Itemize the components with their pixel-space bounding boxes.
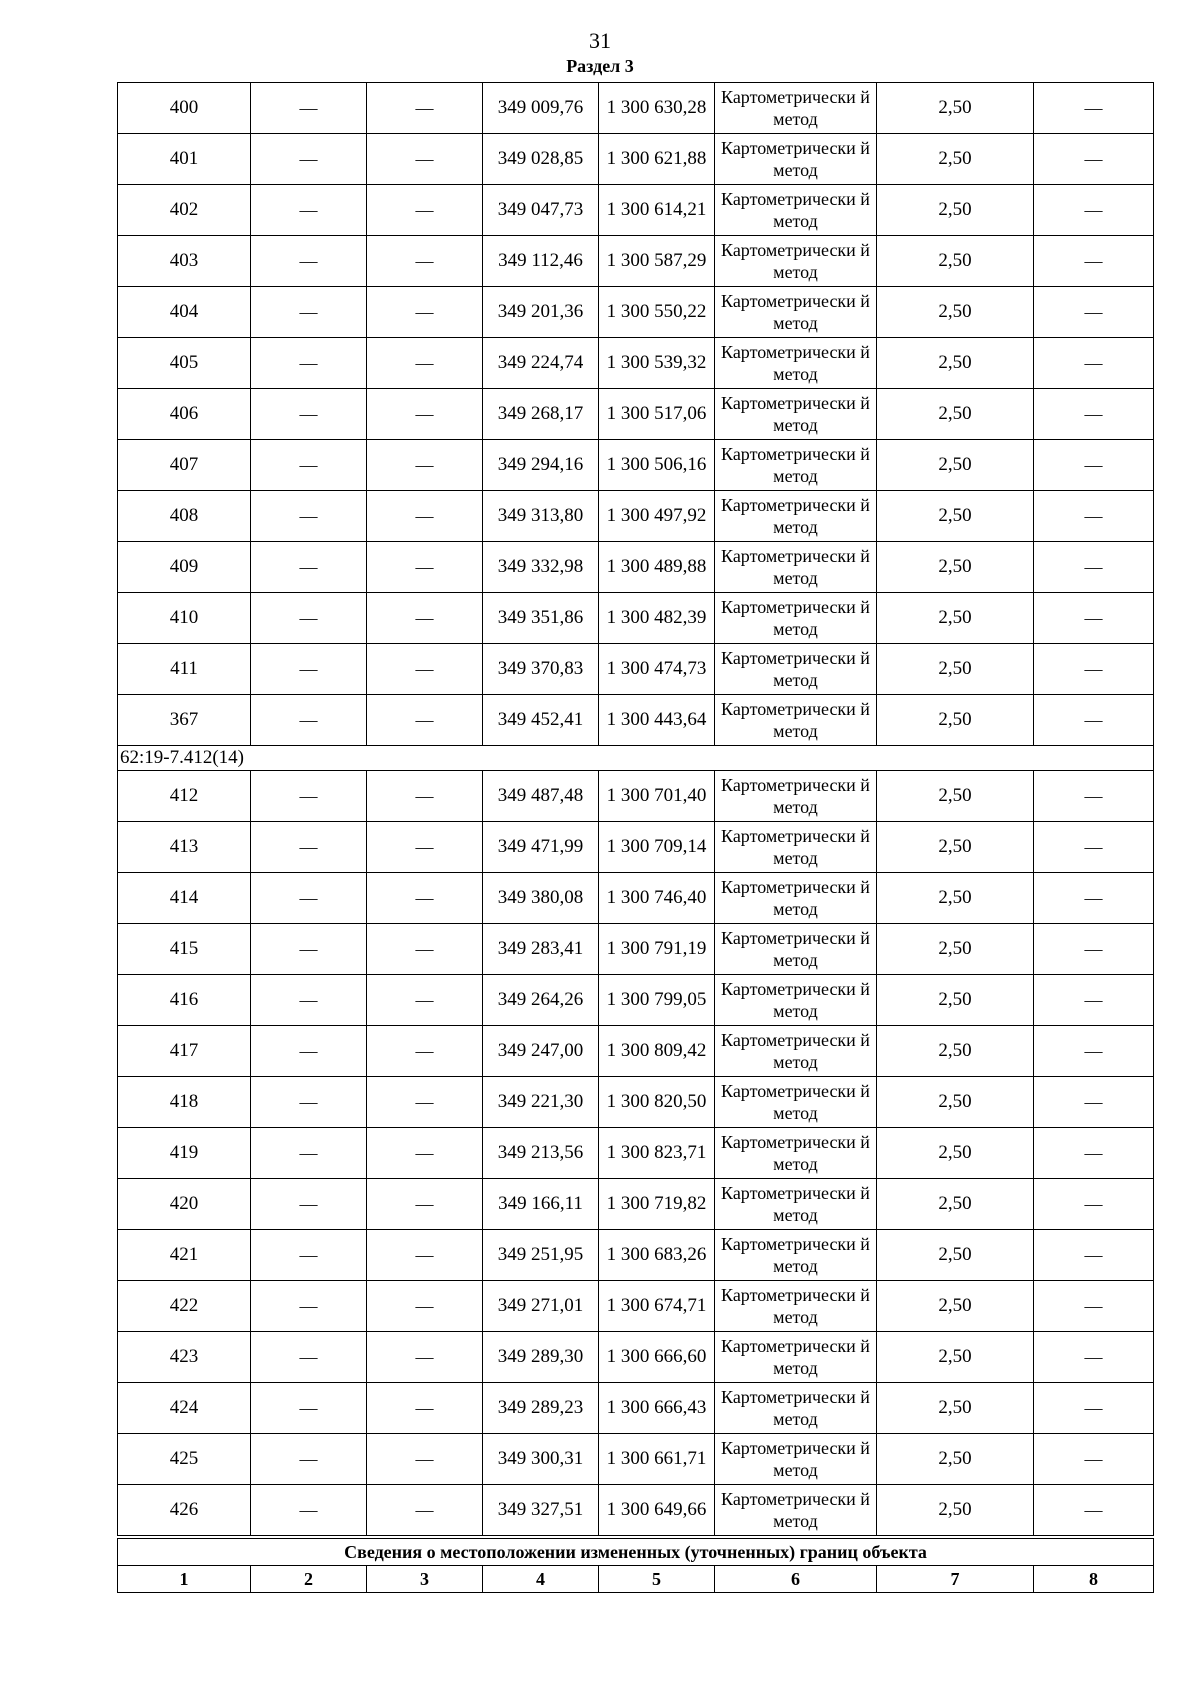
empty-value-cell: — <box>367 593 483 644</box>
y-coordinate-cell: 1 300 661,71 <box>599 1434 715 1485</box>
table-row <box>118 593 1154 644</box>
method-cell: Картометрически й метод <box>715 1230 877 1281</box>
method-cell: Картометрически й метод <box>715 924 877 975</box>
empty-value-cell: — <box>367 1128 483 1179</box>
empty-value-cell: — <box>367 83 483 134</box>
table-row <box>118 924 1154 975</box>
y-coordinate-cell: 1 300 474,73 <box>599 644 715 695</box>
empty-value-cell: — <box>367 236 483 287</box>
empty-value-cell: — <box>251 695 367 746</box>
x-coordinate-cell: 349 327,51 <box>483 1485 599 1538</box>
empty-value-cell: — <box>251 771 367 822</box>
empty-value-cell: — <box>367 822 483 873</box>
x-coordinate-cell: 349 247,00 <box>483 1026 599 1077</box>
empty-value-cell: — <box>367 542 483 593</box>
method-cell: Картометрически й метод <box>715 83 877 134</box>
point-number-cell: 406 <box>118 389 251 440</box>
point-number-cell: 419 <box>118 1128 251 1179</box>
table-row <box>118 1230 1154 1281</box>
empty-value-cell: — <box>1034 236 1154 287</box>
method-cell: Картометрически й метод <box>715 593 877 644</box>
empty-value-cell: — <box>251 1485 367 1538</box>
method-cell: Картометрически й метод <box>715 873 877 924</box>
empty-value-cell: — <box>1034 338 1154 389</box>
empty-value-cell: — <box>1034 134 1154 185</box>
column-number: 8 <box>1034 1566 1154 1593</box>
y-coordinate-cell: 1 300 746,40 <box>599 873 715 924</box>
accuracy-cell: 2,50 <box>877 1128 1034 1179</box>
empty-value-cell: — <box>1034 440 1154 491</box>
y-coordinate-cell: 1 300 666,60 <box>599 1332 715 1383</box>
empty-value-cell: — <box>251 975 367 1026</box>
x-coordinate-cell: 349 452,41 <box>483 695 599 746</box>
table-row <box>118 822 1154 873</box>
y-coordinate-cell: 1 300 823,71 <box>599 1128 715 1179</box>
x-coordinate-cell: 349 213,56 <box>483 1128 599 1179</box>
accuracy-cell: 2,50 <box>877 1332 1034 1383</box>
x-coordinate-cell: 349 283,41 <box>483 924 599 975</box>
point-number-cell: 415 <box>118 924 251 975</box>
table-row <box>118 236 1154 287</box>
accuracy-cell: 2,50 <box>877 491 1034 542</box>
table-row <box>118 1077 1154 1128</box>
accuracy-cell: 2,50 <box>877 593 1034 644</box>
empty-value-cell: — <box>1034 1485 1154 1538</box>
accuracy-cell: 2,50 <box>877 83 1034 134</box>
empty-value-cell: — <box>1034 1077 1154 1128</box>
table-row <box>118 542 1154 593</box>
point-number-cell: 405 <box>118 338 251 389</box>
x-coordinate-cell: 349 028,85 <box>483 134 599 185</box>
accuracy-cell: 2,50 <box>877 1026 1034 1077</box>
empty-value-cell: — <box>1034 542 1154 593</box>
x-coordinate-cell: 349 370,83 <box>483 644 599 695</box>
table-row <box>118 338 1154 389</box>
y-coordinate-cell: 1 300 506,16 <box>599 440 715 491</box>
point-number-cell: 403 <box>118 236 251 287</box>
empty-value-cell: — <box>367 771 483 822</box>
empty-value-cell: — <box>1034 695 1154 746</box>
empty-value-cell: — <box>251 1179 367 1230</box>
point-number-cell: 412 <box>118 771 251 822</box>
method-cell: Картометрически й метод <box>715 822 877 873</box>
empty-value-cell: — <box>1034 644 1154 695</box>
point-number-cell: 410 <box>118 593 251 644</box>
y-coordinate-cell: 1 300 489,88 <box>599 542 715 593</box>
x-coordinate-cell: 349 332,98 <box>483 542 599 593</box>
x-coordinate-cell: 349 264,26 <box>483 975 599 1026</box>
x-coordinate-cell: 349 289,30 <box>483 1332 599 1383</box>
empty-value-cell: — <box>367 975 483 1026</box>
method-cell: Картометрически й метод <box>715 338 877 389</box>
empty-value-cell: — <box>1034 1026 1154 1077</box>
x-coordinate-cell: 349 294,16 <box>483 440 599 491</box>
point-number-cell: 400 <box>118 83 251 134</box>
table-row <box>118 134 1154 185</box>
method-cell: Картометрически й метод <box>715 185 877 236</box>
empty-value-cell: — <box>1034 593 1154 644</box>
section-title: Раздел 3 <box>566 56 634 76</box>
point-number-cell: 425 <box>118 1434 251 1485</box>
point-number-cell: 408 <box>118 491 251 542</box>
method-cell: Картометрически й метод <box>715 1434 877 1485</box>
method-cell: Картометрически й метод <box>715 1128 877 1179</box>
table-row <box>118 1281 1154 1332</box>
y-coordinate-cell: 1 300 587,29 <box>599 236 715 287</box>
method-cell: Картометрически й метод <box>715 975 877 1026</box>
table-row <box>118 1128 1154 1179</box>
y-coordinate-cell: 1 300 614,21 <box>599 185 715 236</box>
accuracy-cell: 2,50 <box>877 1230 1034 1281</box>
point-number-cell: 401 <box>118 134 251 185</box>
method-cell: Картометрически й метод <box>715 771 877 822</box>
method-cell: Картометрически й метод <box>715 1077 877 1128</box>
table-row <box>118 1179 1154 1230</box>
table-row <box>118 440 1154 491</box>
table-row <box>118 287 1154 338</box>
y-coordinate-cell: 1 300 719,82 <box>599 1179 715 1230</box>
table-row <box>118 1383 1154 1434</box>
empty-value-cell: — <box>367 1281 483 1332</box>
method-cell: Картометрически й метод <box>715 1026 877 1077</box>
empty-value-cell: — <box>367 185 483 236</box>
accuracy-cell: 2,50 <box>877 644 1034 695</box>
point-number-cell: 413 <box>118 822 251 873</box>
empty-value-cell: — <box>1034 287 1154 338</box>
empty-value-cell: — <box>251 1434 367 1485</box>
empty-value-cell: — <box>1034 975 1154 1026</box>
accuracy-cell: 2,50 <box>877 924 1034 975</box>
accuracy-cell: 2,50 <box>877 1077 1034 1128</box>
empty-value-cell: — <box>251 1332 367 1383</box>
column-number: 4 <box>483 1566 599 1593</box>
empty-value-cell: — <box>1034 389 1154 440</box>
empty-value-cell: — <box>251 873 367 924</box>
table-row <box>118 1332 1154 1383</box>
method-cell: Картометрически й метод <box>715 440 877 491</box>
method-cell: Картометрически й метод <box>715 1332 877 1383</box>
empty-value-cell: — <box>251 542 367 593</box>
empty-value-cell: — <box>251 287 367 338</box>
method-cell: Картометрически й метод <box>715 1179 877 1230</box>
accuracy-cell: 2,50 <box>877 822 1034 873</box>
table-row <box>118 1485 1154 1538</box>
empty-value-cell: — <box>251 1230 367 1281</box>
x-coordinate-cell: 349 201,36 <box>483 287 599 338</box>
empty-value-cell: — <box>1034 1281 1154 1332</box>
point-number-cell: 409 <box>118 542 251 593</box>
accuracy-cell: 2,50 <box>877 287 1034 338</box>
point-number-cell: 420 <box>118 1179 251 1230</box>
empty-value-cell: — <box>367 1332 483 1383</box>
empty-value-cell: — <box>367 1434 483 1485</box>
table-row <box>118 695 1154 746</box>
y-coordinate-cell: 1 300 621,88 <box>599 134 715 185</box>
empty-value-cell: — <box>251 83 367 134</box>
y-coordinate-cell: 1 300 649,66 <box>599 1485 715 1538</box>
accuracy-cell: 2,50 <box>877 389 1034 440</box>
point-number-cell: 426 <box>118 1485 251 1538</box>
x-coordinate-cell: 349 009,76 <box>483 83 599 134</box>
point-number-cell: 424 <box>118 1383 251 1434</box>
method-cell: Картометрически й метод <box>715 287 877 338</box>
x-coordinate-cell: 349 313,80 <box>483 491 599 542</box>
empty-value-cell: — <box>251 491 367 542</box>
table-footer <box>118 1537 1154 1593</box>
method-cell: Картометрически й метод <box>715 389 877 440</box>
point-number-cell: 407 <box>118 440 251 491</box>
accuracy-cell: 2,50 <box>877 338 1034 389</box>
empty-value-cell: — <box>367 695 483 746</box>
table-row <box>118 1026 1154 1077</box>
accuracy-cell: 2,50 <box>877 1383 1034 1434</box>
accuracy-cell: 2,50 <box>877 185 1034 236</box>
y-coordinate-cell: 1 300 674,71 <box>599 1281 715 1332</box>
accuracy-cell: 2,50 <box>877 1485 1034 1538</box>
empty-value-cell: — <box>1034 83 1154 134</box>
point-number-cell: 417 <box>118 1026 251 1077</box>
empty-value-cell: — <box>1034 185 1154 236</box>
method-cell: Картометрически й метод <box>715 1485 877 1538</box>
group-row <box>118 746 1154 771</box>
y-coordinate-cell: 1 300 709,14 <box>599 822 715 873</box>
empty-value-cell: — <box>367 491 483 542</box>
x-coordinate-cell: 349 166,11 <box>483 1179 599 1230</box>
point-number-cell: 367 <box>118 695 251 746</box>
empty-value-cell: — <box>1034 771 1154 822</box>
empty-value-cell: — <box>1034 1434 1154 1485</box>
column-number: 1 <box>118 1566 251 1593</box>
empty-value-cell: — <box>367 1179 483 1230</box>
point-number-cell: 411 <box>118 644 251 695</box>
table-row <box>118 644 1154 695</box>
table-row <box>118 491 1154 542</box>
empty-value-cell: — <box>367 1485 483 1538</box>
point-number-cell: 416 <box>118 975 251 1026</box>
empty-value-cell: — <box>251 440 367 491</box>
empty-value-cell: — <box>367 134 483 185</box>
footer-title: Сведения о местоположении измененных (уточненных) границ объекта <box>118 1537 1154 1566</box>
empty-value-cell: — <box>251 134 367 185</box>
y-coordinate-cell: 1 300 701,40 <box>599 771 715 822</box>
empty-value-cell: — <box>1034 1179 1154 1230</box>
empty-value-cell: — <box>251 1077 367 1128</box>
accuracy-cell: 2,50 <box>877 542 1034 593</box>
accuracy-cell: 2,50 <box>877 873 1034 924</box>
method-cell: Картометрически й метод <box>715 134 877 185</box>
y-coordinate-cell: 1 300 666,43 <box>599 1383 715 1434</box>
empty-value-cell: — <box>367 924 483 975</box>
accuracy-cell: 2,50 <box>877 1281 1034 1332</box>
empty-value-cell: — <box>251 822 367 873</box>
table-row <box>118 1434 1154 1485</box>
y-coordinate-cell: 1 300 799,05 <box>599 975 715 1026</box>
y-coordinate-cell: 1 300 820,50 <box>599 1077 715 1128</box>
method-cell: Картометрически й метод <box>715 1383 877 1434</box>
empty-value-cell: — <box>251 389 367 440</box>
group-header <box>118 746 1154 771</box>
column-number: 6 <box>715 1566 877 1593</box>
empty-value-cell: — <box>367 1077 483 1128</box>
empty-value-cell: — <box>367 1230 483 1281</box>
empty-value-cell: — <box>1034 1383 1154 1434</box>
empty-value-cell: — <box>1034 1230 1154 1281</box>
method-cell: Картометрически й метод <box>715 236 877 287</box>
table-row <box>118 389 1154 440</box>
method-cell: Картометрически й метод <box>715 695 877 746</box>
accuracy-cell: 2,50 <box>877 975 1034 1026</box>
empty-value-cell: — <box>367 1026 483 1077</box>
x-coordinate-cell: 349 471,99 <box>483 822 599 873</box>
y-coordinate-cell: 1 300 683,26 <box>599 1230 715 1281</box>
point-number-cell: 421 <box>118 1230 251 1281</box>
coordinates-table <box>117 82 1154 1593</box>
x-coordinate-cell: 349 289,23 <box>483 1383 599 1434</box>
empty-value-cell: — <box>367 389 483 440</box>
accuracy-cell: 2,50 <box>877 134 1034 185</box>
empty-value-cell: — <box>251 236 367 287</box>
point-number-cell: 402 <box>118 185 251 236</box>
table-row <box>118 83 1154 134</box>
table-row <box>118 873 1154 924</box>
column-number: 2 <box>251 1566 367 1593</box>
y-coordinate-cell: 1 300 809,42 <box>599 1026 715 1077</box>
x-coordinate-cell: 349 487,48 <box>483 771 599 822</box>
x-coordinate-cell: 349 380,08 <box>483 873 599 924</box>
x-coordinate-cell: 349 271,01 <box>483 1281 599 1332</box>
x-coordinate-cell: 349 221,30 <box>483 1077 599 1128</box>
method-cell: Картометрически й метод <box>715 644 877 695</box>
column-number: 7 <box>877 1566 1034 1593</box>
empty-value-cell: — <box>251 1383 367 1434</box>
method-cell: Картометрически й метод <box>715 491 877 542</box>
empty-value-cell: — <box>251 1281 367 1332</box>
group-label: 62:19-7.412(14) <box>118 746 1154 771</box>
empty-value-cell: — <box>251 644 367 695</box>
method-cell: Картометрически й метод <box>715 542 877 593</box>
accuracy-cell: 2,50 <box>877 440 1034 491</box>
empty-value-cell: — <box>367 440 483 491</box>
y-coordinate-cell: 1 300 482,39 <box>599 593 715 644</box>
accuracy-cell: 2,50 <box>877 1434 1034 1485</box>
empty-value-cell: — <box>367 287 483 338</box>
table-body-part-2 <box>118 771 1154 1538</box>
point-number-cell: 414 <box>118 873 251 924</box>
y-coordinate-cell: 1 300 497,92 <box>599 491 715 542</box>
empty-value-cell: — <box>251 338 367 389</box>
y-coordinate-cell: 1 300 539,32 <box>599 338 715 389</box>
y-coordinate-cell: 1 300 630,28 <box>599 83 715 134</box>
empty-value-cell: — <box>1034 873 1154 924</box>
method-cell: Картометрически й метод <box>715 1281 877 1332</box>
table-row <box>118 975 1154 1026</box>
empty-value-cell: — <box>367 873 483 924</box>
accuracy-cell: 2,50 <box>877 1179 1034 1230</box>
y-coordinate-cell: 1 300 443,64 <box>599 695 715 746</box>
empty-value-cell: — <box>1034 491 1154 542</box>
column-number: 5 <box>599 1566 715 1593</box>
accuracy-cell: 2,50 <box>877 771 1034 822</box>
y-coordinate-cell: 1 300 791,19 <box>599 924 715 975</box>
x-coordinate-cell: 349 300,31 <box>483 1434 599 1485</box>
x-coordinate-cell: 349 351,86 <box>483 593 599 644</box>
x-coordinate-cell: 349 112,46 <box>483 236 599 287</box>
empty-value-cell: — <box>251 1026 367 1077</box>
table-body-part-1 <box>118 83 1154 746</box>
empty-value-cell: — <box>367 338 483 389</box>
accuracy-cell: 2,50 <box>877 236 1034 287</box>
footer-title-row <box>118 1537 1154 1566</box>
y-coordinate-cell: 1 300 550,22 <box>599 287 715 338</box>
empty-value-cell: — <box>1034 924 1154 975</box>
point-number-cell: 423 <box>118 1332 251 1383</box>
empty-value-cell: — <box>1034 822 1154 873</box>
empty-value-cell: — <box>367 644 483 695</box>
empty-value-cell: — <box>367 1383 483 1434</box>
column-numbers-row <box>118 1566 1154 1593</box>
table-row <box>118 185 1154 236</box>
empty-value-cell: — <box>1034 1332 1154 1383</box>
empty-value-cell: — <box>251 1128 367 1179</box>
column-number: 3 <box>367 1566 483 1593</box>
empty-value-cell: — <box>251 924 367 975</box>
x-coordinate-cell: 349 224,74 <box>483 338 599 389</box>
x-coordinate-cell: 349 047,73 <box>483 185 599 236</box>
accuracy-cell: 2,50 <box>877 695 1034 746</box>
table-row <box>118 771 1154 822</box>
empty-value-cell: — <box>251 593 367 644</box>
y-coordinate-cell: 1 300 517,06 <box>599 389 715 440</box>
x-coordinate-cell: 349 268,17 <box>483 389 599 440</box>
point-number-cell: 422 <box>118 1281 251 1332</box>
x-coordinate-cell: 349 251,95 <box>483 1230 599 1281</box>
point-number-cell: 404 <box>118 287 251 338</box>
empty-value-cell: — <box>1034 1128 1154 1179</box>
empty-value-cell: — <box>251 185 367 236</box>
page-number: 31 <box>589 28 611 53</box>
point-number-cell: 418 <box>118 1077 251 1128</box>
